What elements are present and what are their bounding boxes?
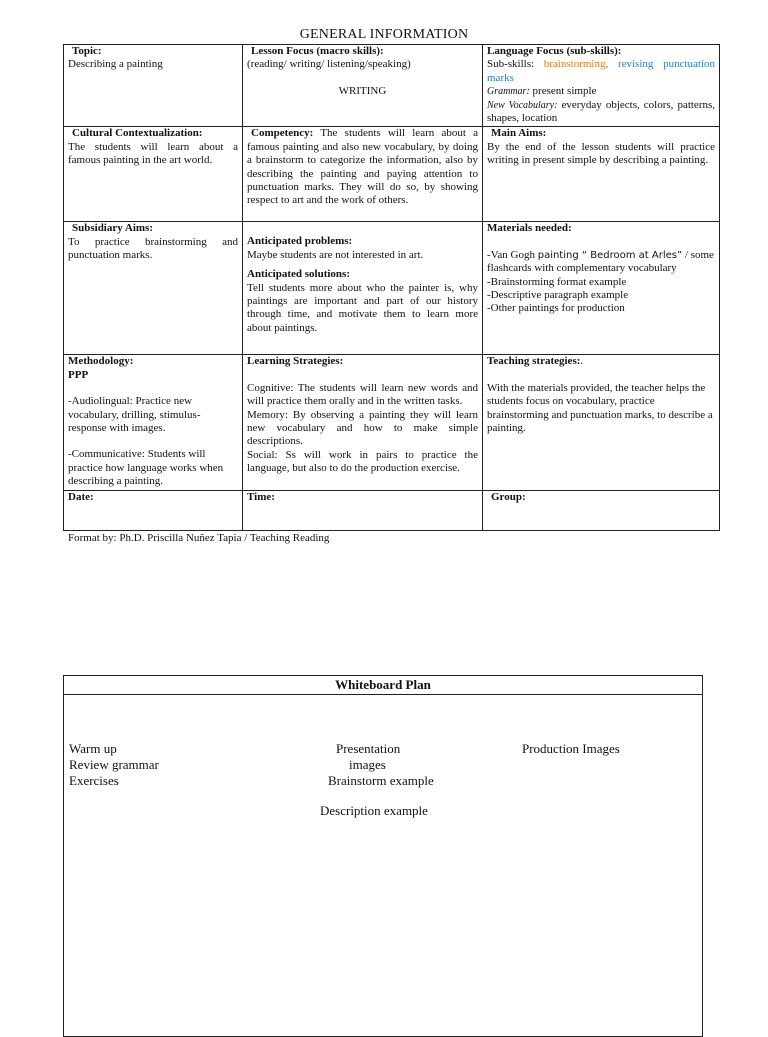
materials-item-suffix: / some flashcards with complementary vocabulary — [487, 248, 714, 275]
time-cell — [243, 490, 483, 530]
materials-item: -Descriptive paragraph example — [487, 289, 629, 302]
time-label: Time: — [247, 490, 275, 503]
subsidiary-cell — [64, 222, 243, 355]
whiteboard-production-images: Production Images — [522, 741, 620, 756]
table-row — [64, 45, 720, 127]
subskills-line — [487, 58, 715, 85]
competency-text: The students will learn about a famous painting and also new vocabulary, by doing a brainstorm to categorize the information, also by describing the painting and paying attention to punctuation marks. They will do so, by showing respect to art and the work of others. — [247, 127, 478, 207]
topic-text: Describing a painting — [68, 58, 163, 71]
subskill-brainstorming: brainstorming — [543, 58, 606, 71]
group-label: Group: — [491, 490, 526, 503]
general-information-table — [63, 44, 720, 531]
problems-text: Maybe students are not interested in art. — [247, 248, 424, 261]
learning-strategies-cell — [243, 355, 483, 490]
cultural-text: The students will learn about a famous painting in the art world. — [68, 140, 238, 167]
vocabulary-line — [487, 99, 715, 126]
methodology-communicative: -Communicative: Students will practice how language works when describing a painting. — [68, 448, 224, 488]
spacer — [68, 382, 238, 395]
spacer — [247, 72, 478, 85]
materials-item-prefix: -Van Gogh — [487, 248, 538, 261]
whiteboard-title: Whiteboard Plan — [64, 676, 702, 695]
group-cell — [483, 490, 720, 530]
lesson-focus-skill: WRITING — [338, 84, 387, 97]
learning-memory: Memory: By observing a painting they will learn new vocabulary and how to make simple descriptions. — [247, 408, 478, 448]
vocabulary-text: everyday objects, colors, patterns, shapes, location — [487, 98, 716, 125]
topic-heading: Topic: — [72, 45, 102, 57]
materials-item: -Brainstorming format example — [487, 275, 627, 288]
vocabulary-label: New Vocabulary: — [487, 99, 558, 111]
teaching-strategies-cell — [483, 355, 720, 490]
cultural-heading: Cultural Contextualization: — [72, 127, 203, 140]
competency-paragraph — [247, 127, 478, 207]
lesson-focus-heading: Lesson Focus (macro skills): — [251, 45, 384, 57]
methodology-cell — [64, 355, 243, 490]
methodology-audiolingual: -Audiolingual: Practice new vocabulary, drilling, stimulus-response with images. — [68, 395, 201, 435]
language-focus-heading: Language Focus (sub-skills): — [487, 45, 622, 57]
solutions-text: Tell students more about who the painter is, why paintings are important and part of our history through time, and motivate them to learn more about paintings. — [247, 281, 478, 334]
materials-item — [487, 249, 715, 276]
whiteboard-brainstorm-example: Brainstorm example — [328, 773, 434, 788]
lesson-focus-cell — [243, 45, 483, 127]
main-aims-cell — [483, 127, 720, 222]
whiteboard-presentation: Presentation — [336, 741, 401, 756]
subsidiary-text: To practice brainstorming and punctuation marks. — [68, 235, 238, 262]
teaching-strategies-text: With the materials provided, the teacher helps the students focus on vocabulary, practice brainstorming and punctuation marks, to describe a painting. — [487, 381, 713, 435]
materials-painting-title: painting “ Bedroom at Arles” — [537, 249, 683, 261]
anticipated-cell — [243, 222, 483, 355]
subskills-label: Sub-skills: — [487, 58, 544, 71]
whiteboard-description-example: Description example — [320, 803, 428, 818]
learning-social: Social: Ss will work in pairs to practice the language, but also to do the production exercise. — [247, 448, 478, 475]
spacer — [247, 369, 478, 382]
lesson-focus-text: (reading/ writing/ listening/speaking) — [247, 58, 411, 71]
main-aims-heading: Main Aims: — [491, 127, 547, 140]
page-title: GENERAL INFORMATION — [299, 27, 469, 42]
cultural-cell — [64, 127, 243, 222]
date-label: Date: — [68, 490, 94, 503]
whiteboard-plan-box — [63, 675, 703, 1037]
competency-cell — [243, 127, 483, 222]
subskill-separator: , — [605, 58, 618, 71]
subsidiary-heading: Subsidiary Aims: — [72, 222, 153, 235]
grammar-label: Grammar: — [487, 86, 530, 98]
teaching-strategies-trailing: . — [580, 355, 584, 368]
spacer — [247, 222, 478, 235]
methodology-heading: Methodology: — [68, 355, 134, 368]
grammar-line — [487, 85, 715, 98]
whiteboard-images: images — [349, 757, 386, 772]
solutions-heading: Anticipated solutions: — [247, 268, 350, 281]
methodology-method: PPP — [68, 368, 89, 381]
competency-heading: Competency: — [251, 127, 314, 140]
spacer — [487, 369, 715, 382]
grammar-text: present simple — [529, 85, 597, 98]
learning-cognitive: Cognitive: The students will learn new words and will practice them orally and in the written tasks. — [247, 381, 478, 408]
spacer — [487, 236, 715, 249]
date-cell — [64, 490, 243, 530]
teaching-strategies-heading: Teaching strategies: — [487, 355, 581, 368]
teaching-strategies-heading-line — [487, 355, 715, 368]
table-row — [64, 127, 720, 222]
main-aims-text: By the end of the lesson students will practice writing in present simple by describing a painting. — [487, 140, 715, 167]
spacer — [68, 435, 238, 448]
learning-strategies-heading: Learning Strategies: — [247, 355, 344, 368]
language-focus-cell — [483, 45, 720, 127]
table-row — [64, 490, 720, 530]
materials-heading: Materials needed: — [487, 222, 572, 235]
materials-item: -Other paintings for production — [487, 302, 625, 315]
materials-cell — [483, 222, 720, 355]
table-row — [64, 355, 720, 490]
topic-cell — [64, 45, 243, 127]
subskill-punctuation: revising punctuation marks — [487, 58, 716, 84]
whiteboard-item-warm-up: Warm up — [69, 741, 117, 756]
problems-heading: Anticipated problems: — [247, 235, 353, 248]
format-credit: Format by: Ph.D. Priscilla Nuñez Tapia / Teaching Reading — [68, 532, 330, 544]
table-row — [64, 222, 720, 355]
whiteboard-item-exercises: Exercises — [69, 773, 119, 788]
whiteboard-item-review-grammar: Review grammar — [69, 757, 159, 772]
